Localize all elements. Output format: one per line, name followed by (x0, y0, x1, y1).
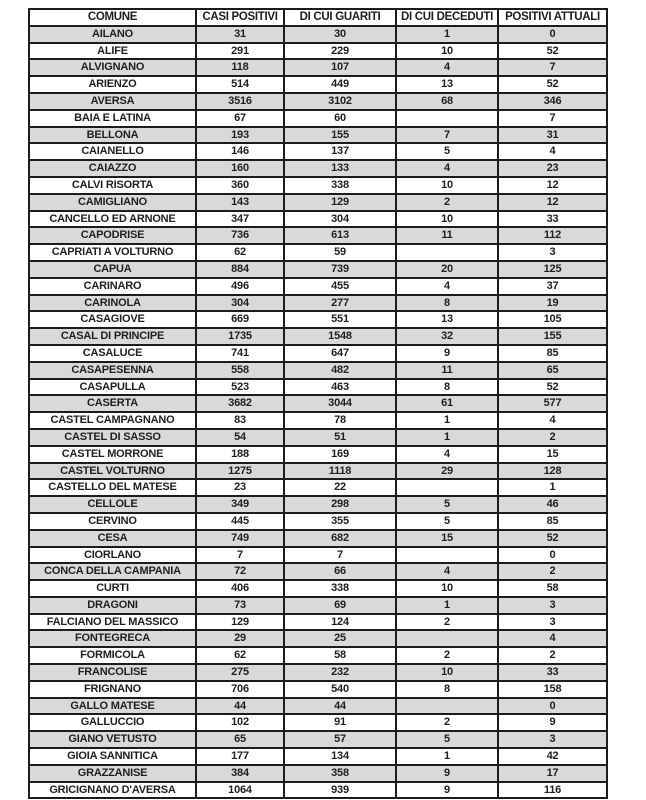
casi-positivi-cell: 177 (196, 748, 284, 765)
casi-positivi-cell: 523 (196, 379, 284, 396)
casi-positivi-cell: 3682 (196, 395, 284, 412)
header-cell-di-cui-guariti: DI CUI GUARITI (284, 9, 396, 26)
di-cui-guariti-cell: 1118 (284, 463, 396, 480)
comune-cell: CASAL DI PRINCIPE (29, 328, 196, 345)
casi-positivi-cell: 736 (196, 227, 284, 244)
table-row (29, 412, 607, 429)
table-row (29, 110, 607, 127)
di-cui-deceduti-cell: 10 (396, 664, 498, 681)
table-row (29, 664, 607, 681)
di-cui-guariti-cell: 91 (284, 714, 396, 731)
di-cui-guariti-cell: 58 (284, 647, 396, 664)
di-cui-deceduti-cell: 9 (396, 765, 498, 782)
table-row (29, 177, 607, 194)
casi-positivi-cell: 160 (196, 160, 284, 177)
di-cui-deceduti-cell: 4 (396, 59, 498, 76)
casi-positivi-cell: 54 (196, 429, 284, 446)
positivi-attuali-cell: 2 (498, 647, 607, 664)
table-row (29, 43, 607, 60)
table-row (29, 127, 607, 144)
positivi-attuali-cell: 158 (498, 681, 607, 698)
table-row (29, 563, 607, 580)
table-row (29, 211, 607, 228)
casi-positivi-cell: 129 (196, 614, 284, 631)
comune-cell: CANCELLO ED ARNONE (29, 211, 196, 228)
positivi-attuali-cell: 52 (498, 530, 607, 547)
casi-positivi-cell: 3516 (196, 93, 284, 110)
casi-positivi-cell: 31 (196, 26, 284, 43)
comune-cell: CAIAZZO (29, 160, 196, 177)
casi-positivi-cell: 1735 (196, 328, 284, 345)
casi-positivi-cell: 445 (196, 513, 284, 530)
di-cui-deceduti-cell: 11 (396, 227, 498, 244)
table-row (29, 59, 607, 76)
positivi-attuali-cell: 23 (498, 160, 607, 177)
comune-cell: CALVI RISORTA (29, 177, 196, 194)
di-cui-guariti-cell: 647 (284, 345, 396, 362)
di-cui-guariti-cell: 3102 (284, 93, 396, 110)
di-cui-guariti-cell: 124 (284, 614, 396, 631)
di-cui-deceduti-cell: 5 (396, 143, 498, 160)
di-cui-deceduti-cell: 4 (396, 563, 498, 580)
di-cui-deceduti-cell: 1 (396, 26, 498, 43)
casi-positivi-cell: 7 (196, 547, 284, 564)
comune-cell: CIORLANO (29, 547, 196, 564)
positivi-attuali-cell: 2 (498, 429, 607, 446)
table-row (29, 782, 607, 799)
table-row (29, 278, 607, 295)
comune-cell: FALCIANO DEL MASSICO (29, 614, 196, 631)
positivi-attuali-cell: 155 (498, 328, 607, 345)
casi-positivi-cell: 347 (196, 211, 284, 228)
di-cui-deceduti-cell: 2 (396, 614, 498, 631)
table-row (29, 630, 607, 647)
positivi-attuali-cell: 3 (498, 244, 607, 261)
di-cui-guariti-cell: 25 (284, 630, 396, 647)
comune-cell: CARINOLA (29, 295, 196, 312)
table-row (29, 748, 607, 765)
comune-cell: AVERSA (29, 93, 196, 110)
di-cui-guariti-cell: 449 (284, 76, 396, 93)
comune-cell: CONCA DELLA CAMPANIA (29, 563, 196, 580)
table-row (29, 76, 607, 93)
di-cui-guariti-cell: 463 (284, 379, 396, 396)
comune-cell: AILANO (29, 26, 196, 43)
casi-positivi-cell: 514 (196, 76, 284, 93)
di-cui-guariti-cell: 107 (284, 59, 396, 76)
positivi-attuali-cell: 116 (498, 782, 607, 799)
comune-cell: CAPRIATI A VOLTURNO (29, 244, 196, 261)
positivi-attuali-cell: 37 (498, 278, 607, 295)
positivi-attuali-cell: 52 (498, 43, 607, 60)
positivi-attuali-cell: 3 (498, 731, 607, 748)
comune-cell: CASTELLO DEL MATESE (29, 479, 196, 496)
positivi-attuali-cell: 4 (498, 412, 607, 429)
di-cui-guariti-cell: 338 (284, 177, 396, 194)
di-cui-deceduti-cell: 4 (396, 446, 498, 463)
casi-positivi-cell: 275 (196, 664, 284, 681)
casi-positivi-cell: 193 (196, 127, 284, 144)
table-body (29, 26, 607, 799)
di-cui-guariti-cell: 540 (284, 681, 396, 698)
table-row (29, 362, 607, 379)
di-cui-deceduti-cell: 7 (396, 127, 498, 144)
di-cui-guariti-cell: 232 (284, 664, 396, 681)
positivi-attuali-cell: 52 (498, 76, 607, 93)
casi-positivi-cell: 72 (196, 563, 284, 580)
di-cui-guariti-cell: 682 (284, 530, 396, 547)
table-row (29, 765, 607, 782)
positivi-attuali-cell: 3 (498, 597, 607, 614)
di-cui-guariti-cell: 134 (284, 748, 396, 765)
di-cui-deceduti-cell: 2 (396, 714, 498, 731)
positivi-attuali-cell: 4 (498, 630, 607, 647)
positivi-attuali-cell: 85 (498, 513, 607, 530)
table-row (29, 93, 607, 110)
di-cui-deceduti-cell: 9 (396, 782, 498, 799)
positivi-attuali-cell: 85 (498, 345, 607, 362)
table-row (29, 446, 607, 463)
di-cui-deceduti-cell: 2 (396, 647, 498, 664)
table-row (29, 295, 607, 312)
table-row (29, 614, 607, 631)
table-row (29, 496, 607, 513)
comune-cell: CAIANELLO (29, 143, 196, 160)
comune-cell: CASAPESENNA (29, 362, 196, 379)
casi-positivi-cell: 29 (196, 630, 284, 647)
comune-cell: FORMICOLA (29, 647, 196, 664)
positivi-attuali-cell: 1 (498, 479, 607, 496)
positivi-attuali-cell: 42 (498, 748, 607, 765)
positivi-attuali-cell: 52 (498, 379, 607, 396)
table-row (29, 698, 607, 715)
di-cui-deceduti-cell: 10 (396, 580, 498, 597)
positivi-attuali-cell: 17 (498, 765, 607, 782)
comune-cell: FRIGNANO (29, 681, 196, 698)
di-cui-guariti-cell: 739 (284, 261, 396, 278)
di-cui-guariti-cell: 1548 (284, 328, 396, 345)
di-cui-guariti-cell: 229 (284, 43, 396, 60)
casi-positivi-cell: 83 (196, 412, 284, 429)
positivi-attuali-cell: 46 (498, 496, 607, 513)
di-cui-guariti-cell: 551 (284, 311, 396, 328)
casi-positivi-cell: 1275 (196, 463, 284, 480)
table-row (29, 530, 607, 547)
header-cell-di-cui-deceduti: DI CUI DECEDUTI (396, 9, 498, 26)
casi-positivi-cell: 65 (196, 731, 284, 748)
header-cell-positivi-attuali: POSITIVI ATTUALI (498, 9, 607, 26)
table-row (29, 328, 607, 345)
casi-positivi-cell: 73 (196, 597, 284, 614)
comune-cell: GALLUCCIO (29, 714, 196, 731)
positivi-attuali-cell: 2 (498, 563, 607, 580)
di-cui-deceduti-cell: 61 (396, 395, 498, 412)
di-cui-deceduti-cell: 20 (396, 261, 498, 278)
casi-positivi-cell: 146 (196, 143, 284, 160)
comune-cell: CURTI (29, 580, 196, 597)
casi-positivi-cell: 669 (196, 311, 284, 328)
di-cui-deceduti-cell (396, 547, 498, 564)
di-cui-deceduti-cell: 9 (396, 345, 498, 362)
table-row (29, 597, 607, 614)
table-row (29, 513, 607, 530)
covid-comuni-table (28, 8, 608, 799)
table-row (29, 244, 607, 261)
di-cui-guariti-cell: 69 (284, 597, 396, 614)
positivi-attuali-cell: 112 (498, 227, 607, 244)
positivi-attuali-cell: 9 (498, 714, 607, 731)
table-row (29, 479, 607, 496)
di-cui-deceduti-cell: 1 (396, 412, 498, 429)
comune-cell: GIANO VETUSTO (29, 731, 196, 748)
positivi-attuali-cell: 33 (498, 211, 607, 228)
di-cui-guariti-cell: 30 (284, 26, 396, 43)
positivi-attuali-cell: 3 (498, 614, 607, 631)
table-row (29, 311, 607, 328)
table-row (29, 227, 607, 244)
comune-cell: BAIA E LATINA (29, 110, 196, 127)
di-cui-deceduti-cell (396, 244, 498, 261)
di-cui-guariti-cell: 455 (284, 278, 396, 295)
casi-positivi-cell: 384 (196, 765, 284, 782)
positivi-attuali-cell: 12 (498, 177, 607, 194)
di-cui-guariti-cell: 613 (284, 227, 396, 244)
di-cui-deceduti-cell: 8 (396, 295, 498, 312)
table-row (29, 395, 607, 412)
comune-cell: CAPODRISE (29, 227, 196, 244)
di-cui-deceduti-cell: 13 (396, 76, 498, 93)
comune-cell: CARINARO (29, 278, 196, 295)
di-cui-guariti-cell: 169 (284, 446, 396, 463)
comune-cell: FRANCOLISE (29, 664, 196, 681)
di-cui-deceduti-cell: 15 (396, 530, 498, 547)
di-cui-deceduti-cell: 32 (396, 328, 498, 345)
positivi-attuali-cell: 58 (498, 580, 607, 597)
positivi-attuali-cell: 105 (498, 311, 607, 328)
table-row (29, 547, 607, 564)
casi-positivi-cell: 1064 (196, 782, 284, 799)
casi-positivi-cell: 884 (196, 261, 284, 278)
comune-cell: CASAGIOVE (29, 311, 196, 328)
table-row (29, 681, 607, 698)
di-cui-deceduti-cell: 13 (396, 311, 498, 328)
casi-positivi-cell: 741 (196, 345, 284, 362)
comune-cell: GRICIGNANO D'AVERSA (29, 782, 196, 799)
positivi-attuali-cell: 4 (498, 143, 607, 160)
di-cui-deceduti-cell: 1 (396, 597, 498, 614)
casi-positivi-cell: 62 (196, 244, 284, 261)
casi-positivi-cell: 188 (196, 446, 284, 463)
di-cui-deceduti-cell: 11 (396, 362, 498, 379)
casi-positivi-cell: 23 (196, 479, 284, 496)
positivi-attuali-cell: 15 (498, 446, 607, 463)
comune-cell: CESA (29, 530, 196, 547)
positivi-attuali-cell: 128 (498, 463, 607, 480)
casi-positivi-cell: 44 (196, 698, 284, 715)
casi-positivi-cell: 406 (196, 580, 284, 597)
comune-cell: ALVIGNANO (29, 59, 196, 76)
table-row (29, 160, 607, 177)
di-cui-deceduti-cell: 29 (396, 463, 498, 480)
di-cui-guariti-cell: 355 (284, 513, 396, 530)
comune-cell: GRAZZANISE (29, 765, 196, 782)
comune-cell: GIOIA SANNITICA (29, 748, 196, 765)
table-row (29, 379, 607, 396)
comune-cell: CASAPULLA (29, 379, 196, 396)
di-cui-deceduti-cell (396, 698, 498, 715)
di-cui-deceduti-cell: 10 (396, 43, 498, 60)
di-cui-guariti-cell: 133 (284, 160, 396, 177)
table-row (29, 26, 607, 43)
di-cui-guariti-cell: 298 (284, 496, 396, 513)
table-row (29, 345, 607, 362)
di-cui-deceduti-cell (396, 110, 498, 127)
di-cui-deceduti-cell (396, 479, 498, 496)
comune-cell: CELLOLE (29, 496, 196, 513)
positivi-attuali-cell: 0 (498, 547, 607, 564)
comune-cell: CASTEL CAMPAGNANO (29, 412, 196, 429)
comune-cell: ARIENZO (29, 76, 196, 93)
di-cui-guariti-cell: 137 (284, 143, 396, 160)
table-header-row (29, 9, 607, 26)
header-cell-comune: COMUNE (29, 9, 196, 26)
table-row (29, 143, 607, 160)
di-cui-deceduti-cell: 5 (396, 513, 498, 530)
di-cui-guariti-cell: 51 (284, 429, 396, 446)
header-cell-casi-positivi: CASI POSITIVI (196, 9, 284, 26)
positivi-attuali-cell: 65 (498, 362, 607, 379)
table-row (29, 261, 607, 278)
table-row (29, 463, 607, 480)
di-cui-guariti-cell: 155 (284, 127, 396, 144)
casi-positivi-cell: 349 (196, 496, 284, 513)
comune-cell: CERVINO (29, 513, 196, 530)
comune-cell: CASALUCE (29, 345, 196, 362)
di-cui-guariti-cell: 60 (284, 110, 396, 127)
positivi-attuali-cell: 0 (498, 26, 607, 43)
comune-cell: GALLO MATESE (29, 698, 196, 715)
di-cui-deceduti-cell: 4 (396, 160, 498, 177)
di-cui-deceduti-cell: 4 (396, 278, 498, 295)
comune-cell: ALIFE (29, 43, 196, 60)
positivi-attuali-cell: 0 (498, 698, 607, 715)
di-cui-deceduti-cell (396, 630, 498, 647)
casi-positivi-cell: 118 (196, 59, 284, 76)
table-row (29, 194, 607, 211)
casi-positivi-cell: 291 (196, 43, 284, 60)
di-cui-deceduti-cell: 5 (396, 731, 498, 748)
table-row (29, 714, 607, 731)
di-cui-guariti-cell: 59 (284, 244, 396, 261)
di-cui-guariti-cell: 304 (284, 211, 396, 228)
positivi-attuali-cell: 346 (498, 93, 607, 110)
di-cui-guariti-cell: 44 (284, 698, 396, 715)
di-cui-deceduti-cell: 2 (396, 194, 498, 211)
casi-positivi-cell: 304 (196, 295, 284, 312)
di-cui-guariti-cell: 482 (284, 362, 396, 379)
comune-cell: CASERTA (29, 395, 196, 412)
positivi-attuali-cell: 125 (498, 261, 607, 278)
comune-cell: FONTEGRECA (29, 630, 196, 647)
positivi-attuali-cell: 33 (498, 664, 607, 681)
di-cui-deceduti-cell: 10 (396, 177, 498, 194)
positivi-attuali-cell: 577 (498, 395, 607, 412)
di-cui-deceduti-cell: 8 (396, 379, 498, 396)
positivi-attuali-cell: 31 (498, 127, 607, 144)
di-cui-deceduti-cell: 1 (396, 429, 498, 446)
di-cui-deceduti-cell: 68 (396, 93, 498, 110)
table-row (29, 580, 607, 597)
casi-positivi-cell: 496 (196, 278, 284, 295)
di-cui-guariti-cell: 78 (284, 412, 396, 429)
comune-cell: CAPUA (29, 261, 196, 278)
di-cui-guariti-cell: 939 (284, 782, 396, 799)
casi-positivi-cell: 102 (196, 714, 284, 731)
casi-positivi-cell: 706 (196, 681, 284, 698)
di-cui-guariti-cell: 129 (284, 194, 396, 211)
di-cui-deceduti-cell: 1 (396, 748, 498, 765)
casi-positivi-cell: 749 (196, 530, 284, 547)
di-cui-guariti-cell: 7 (284, 547, 396, 564)
di-cui-guariti-cell: 66 (284, 563, 396, 580)
di-cui-guariti-cell: 277 (284, 295, 396, 312)
casi-positivi-cell: 143 (196, 194, 284, 211)
table-row (29, 731, 607, 748)
di-cui-guariti-cell: 358 (284, 765, 396, 782)
di-cui-guariti-cell: 57 (284, 731, 396, 748)
di-cui-guariti-cell: 3044 (284, 395, 396, 412)
comune-cell: CAMIGLIANO (29, 194, 196, 211)
di-cui-guariti-cell: 22 (284, 479, 396, 496)
casi-positivi-cell: 558 (196, 362, 284, 379)
table-row (29, 429, 607, 446)
casi-positivi-cell: 62 (196, 647, 284, 664)
casi-positivi-cell: 67 (196, 110, 284, 127)
comune-cell: BELLONA (29, 127, 196, 144)
positivi-attuali-cell: 12 (498, 194, 607, 211)
table-row (29, 647, 607, 664)
comune-cell: CASTEL VOLTURNO (29, 463, 196, 480)
comune-cell: CASTEL MORRONE (29, 446, 196, 463)
di-cui-deceduti-cell: 10 (396, 211, 498, 228)
di-cui-guariti-cell: 338 (284, 580, 396, 597)
di-cui-deceduti-cell: 5 (396, 496, 498, 513)
di-cui-deceduti-cell: 8 (396, 681, 498, 698)
positivi-attuali-cell: 7 (498, 110, 607, 127)
comune-cell: DRAGONI (29, 597, 196, 614)
comune-cell: CASTEL DI SASSO (29, 429, 196, 446)
positivi-attuali-cell: 7 (498, 59, 607, 76)
positivi-attuali-cell: 19 (498, 295, 607, 312)
casi-positivi-cell: 360 (196, 177, 284, 194)
